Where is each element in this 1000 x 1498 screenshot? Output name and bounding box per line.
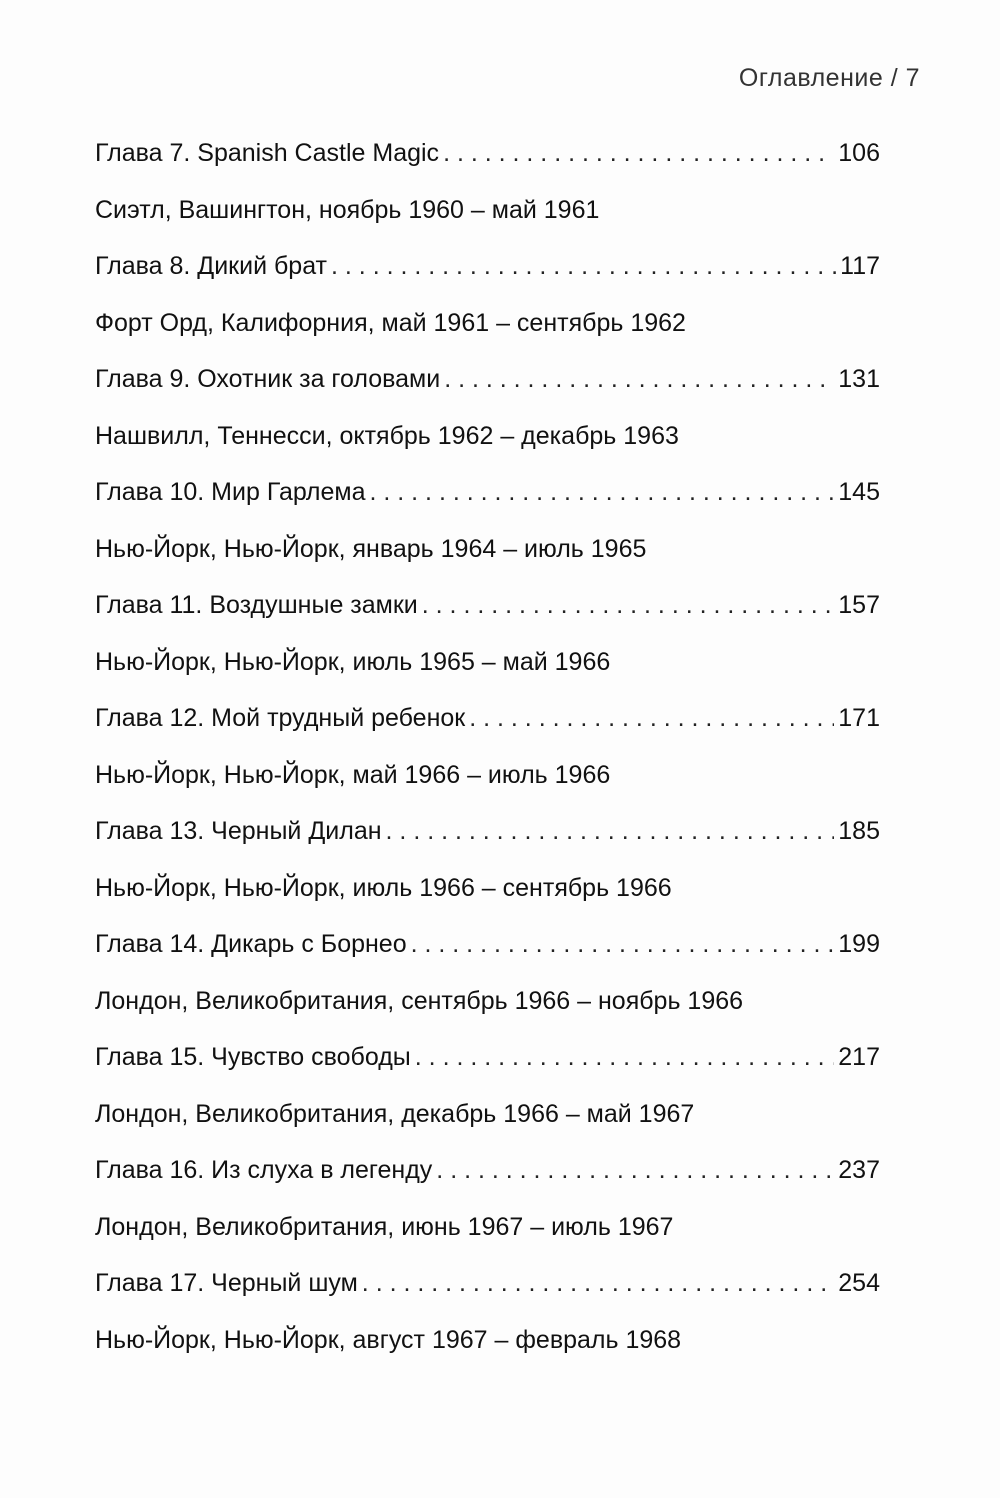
chapter-title: Глава 8. Дикий брат bbox=[95, 252, 328, 280]
chapter-title: Глава 16. Из слуха в легенду bbox=[95, 1156, 433, 1184]
page-number: 185 bbox=[838, 817, 880, 845]
dot-leader bbox=[415, 1040, 835, 1074]
toc-chapter-entry bbox=[95, 701, 880, 758]
chapter-title: Глава 7. Spanish Castle Magic bbox=[95, 139, 440, 167]
dot-leader bbox=[443, 136, 834, 170]
chapter-subtitle: Нью-Йорк, Нью-Йорк, май 1966 – июль 1966 bbox=[95, 760, 611, 789]
toc-chapter-entry bbox=[95, 362, 880, 419]
toc-chapter-entry bbox=[95, 1040, 880, 1097]
chapter-title: Глава 17. Черный шум bbox=[95, 1269, 358, 1297]
dot-leader bbox=[469, 701, 834, 735]
dot-leader bbox=[362, 1266, 834, 1300]
chapter-subtitle: Лондон, Великобритания, июнь 1967 – июль 1967 bbox=[95, 1212, 674, 1241]
toc-chapter-entry bbox=[95, 249, 880, 306]
toc-chapter-entry bbox=[95, 1153, 880, 1210]
page-number: 145 bbox=[838, 478, 880, 506]
page-number: 106 bbox=[838, 139, 880, 167]
toc-chapter-entry bbox=[95, 814, 880, 871]
table-of-contents bbox=[95, 136, 880, 1379]
chapter-title: Глава 15. Чувство свободы bbox=[95, 1043, 411, 1071]
chapter-subtitle: Нашвилл, Теннесси, октябрь 1962 – декабрь 1963 bbox=[95, 421, 679, 450]
toc-chapter-entry bbox=[95, 475, 880, 532]
toc-chapter-entry bbox=[95, 1266, 880, 1323]
page-number: 117 bbox=[840, 252, 880, 280]
page-number: 131 bbox=[838, 365, 880, 393]
chapter-title: Глава 9. Охотник за головами bbox=[95, 365, 441, 393]
chapter-title: Глава 11. Воздушные замки bbox=[95, 591, 418, 619]
page-number: 237 bbox=[838, 1156, 880, 1184]
chapter-subtitle: Форт Орд, Калифорния, май 1961 – сентябрь 1962 bbox=[95, 308, 686, 337]
running-header: Оглавление / 7 bbox=[738, 64, 920, 92]
chapter-subtitle: Лондон, Великобритания, сентябрь 1966 – ноябрь 1966 bbox=[95, 986, 744, 1015]
chapter-title: Глава 13. Черный Дилан bbox=[95, 817, 382, 845]
chapter-subtitle: Нью-Йорк, Нью-Йорк, январь 1964 – июль 1965 bbox=[95, 534, 647, 563]
chapter-title: Глава 10. Мир Гарлема bbox=[95, 478, 366, 506]
chapter-title: Глава 12. Мой трудный ребенок bbox=[95, 704, 466, 732]
dot-leader bbox=[331, 249, 836, 283]
dot-leader bbox=[436, 1153, 834, 1187]
toc-chapter-entry bbox=[95, 588, 880, 645]
chapter-subtitle: Нью-Йорк, Нью-Йорк, август 1967 – февраль 1968 bbox=[95, 1325, 682, 1354]
page-number: 254 bbox=[838, 1269, 880, 1297]
page-number: 199 bbox=[838, 930, 880, 958]
page-number: 171 bbox=[838, 704, 880, 732]
chapter-title: Глава 14. Дикарь с Борнео bbox=[95, 930, 407, 958]
page-number: 157 bbox=[838, 591, 880, 619]
chapter-subtitle: Лондон, Великобритания, декабрь 1966 – май 1967 bbox=[95, 1099, 695, 1128]
dot-leader bbox=[411, 927, 835, 961]
dot-leader bbox=[369, 475, 834, 509]
page-number: 217 bbox=[838, 1043, 880, 1071]
dot-leader bbox=[422, 588, 835, 622]
dot-leader bbox=[444, 362, 834, 396]
dot-leader bbox=[386, 814, 835, 848]
chapter-subtitle: Нью-Йорк, Нью-Йорк, июль 1966 – сентябрь 1966 bbox=[95, 873, 672, 902]
toc-chapter-entry bbox=[95, 927, 880, 984]
chapter-subtitle: Нью-Йорк, Нью-Йорк, июль 1965 – май 1966 bbox=[95, 647, 611, 676]
toc-chapter-entry bbox=[95, 136, 880, 193]
chapter-subtitle: Сиэтл, Вашингтон, ноябрь 1960 – май 1961 bbox=[95, 195, 600, 224]
